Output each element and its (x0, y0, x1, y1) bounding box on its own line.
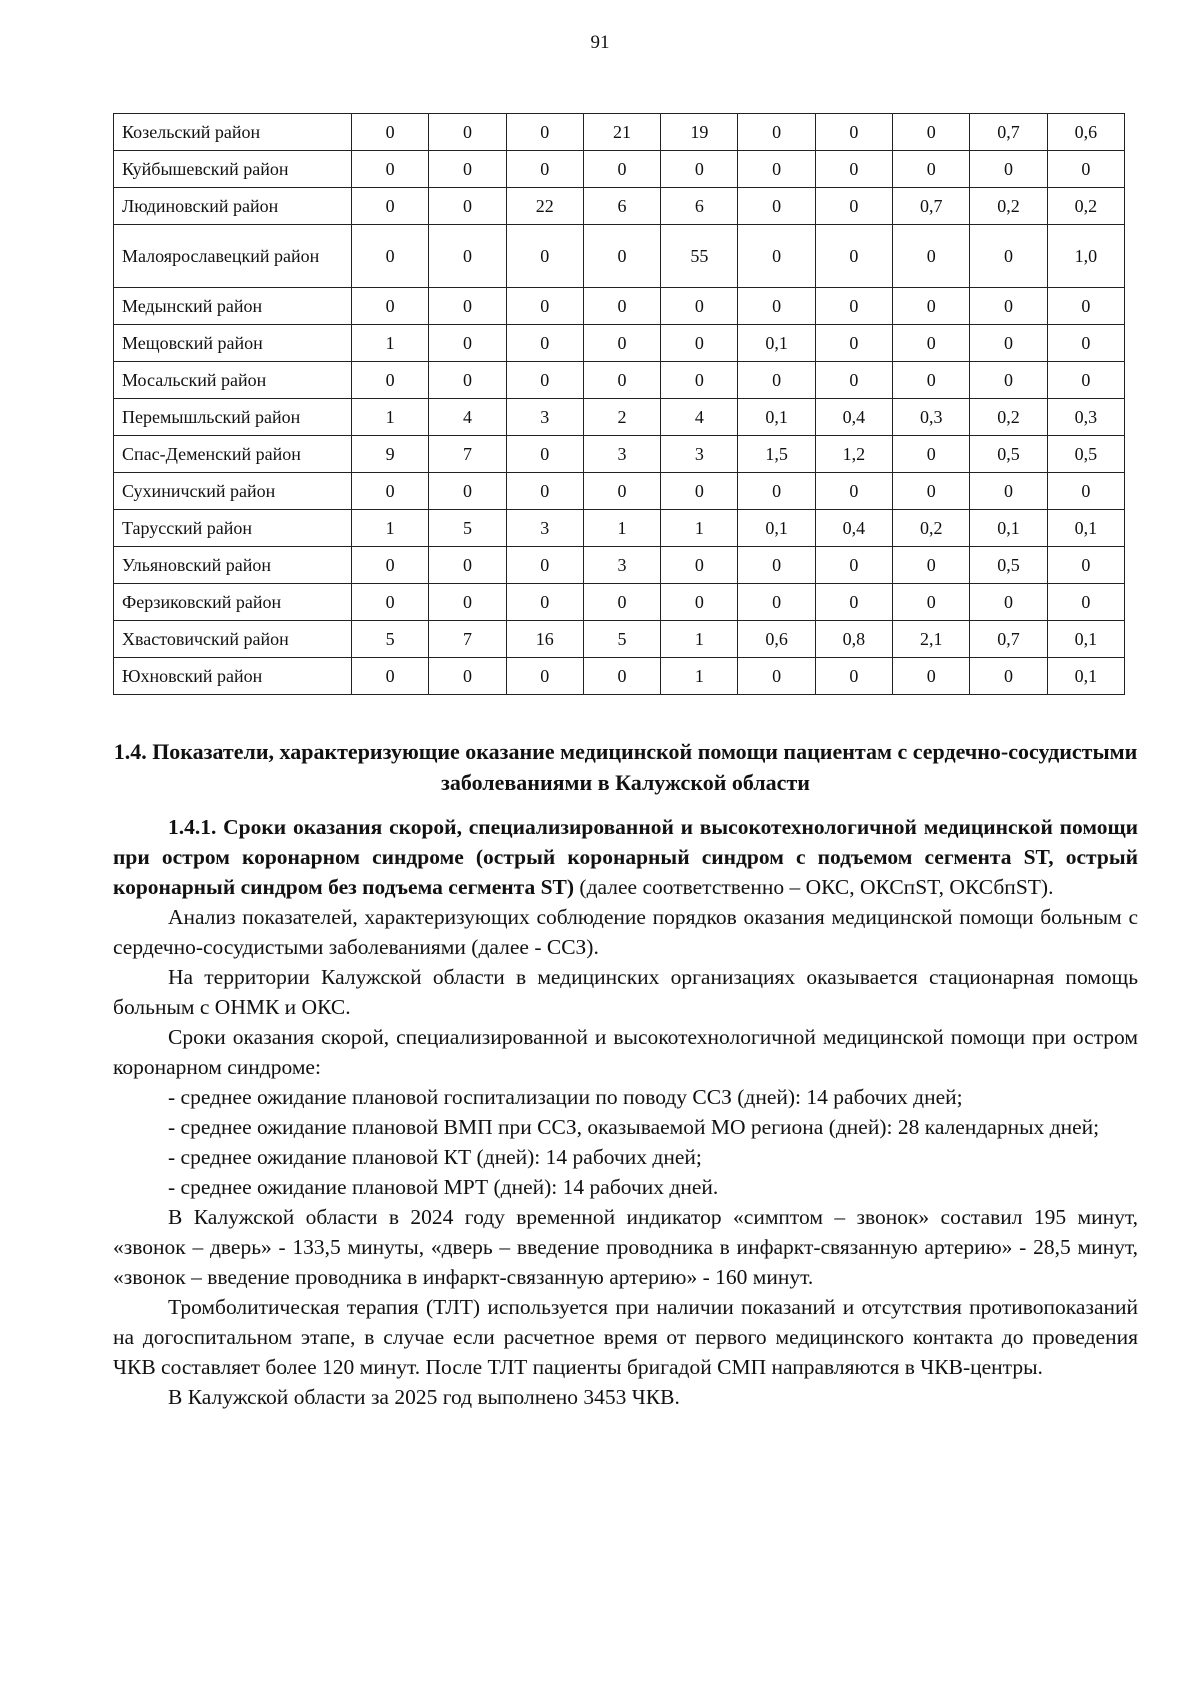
value-cell: 0 (583, 288, 660, 325)
table-row (114, 547, 1125, 584)
value-cell: 0 (583, 151, 660, 188)
value-cell: 0,1 (738, 325, 815, 362)
value-cell: 0,6 (1047, 114, 1124, 151)
district-name-cell: Ульяновский район (114, 547, 352, 584)
value-cell: 0,1 (1047, 621, 1124, 658)
value-cell: 0 (429, 584, 506, 621)
value-cell: 0 (738, 188, 815, 225)
value-cell: 0,1 (1047, 658, 1124, 695)
value-cell: 0 (738, 473, 815, 510)
value-cell: 1 (352, 325, 429, 362)
value-cell: 6 (583, 188, 660, 225)
table-row (114, 188, 1125, 225)
value-cell: 0 (893, 658, 970, 695)
district-name-cell: Куйбышевский район (114, 151, 352, 188)
value-cell: 0 (429, 288, 506, 325)
value-cell: 0 (970, 288, 1047, 325)
value-cell: 0,8 (815, 621, 892, 658)
value-cell: 0,2 (970, 188, 1047, 225)
district-name-cell: Мосальский район (114, 362, 352, 399)
subsection-heading-bold: 1.4.1. Сроки оказания скорой, специализированной и высокотехнологичной медицинской помощи при остром коронарном синдроме (острый коронарный синдром с подъемом сегмента ST, острый коронарный синдром без подъема сегмента ST) (113, 815, 1138, 899)
value-cell: 0 (738, 288, 815, 325)
value-cell: 0 (815, 114, 892, 151)
value-cell: 0 (429, 362, 506, 399)
value-cell: 0 (583, 584, 660, 621)
table-row (114, 399, 1125, 436)
value-cell: 3 (506, 399, 583, 436)
value-cell: 2 (583, 399, 660, 436)
section-body (113, 812, 1138, 1412)
value-cell: 1 (661, 658, 738, 695)
value-cell: 5 (429, 510, 506, 547)
value-cell: 0 (738, 584, 815, 621)
value-cell: 0 (815, 362, 892, 399)
value-cell: 0 (429, 658, 506, 695)
district-name-cell: Сухиничский район (114, 473, 352, 510)
district-name-cell: Малоярославецкий район (114, 225, 352, 288)
value-cell: 0 (738, 547, 815, 584)
value-cell: 0 (661, 362, 738, 399)
table-row (114, 151, 1125, 188)
value-cell: 0 (661, 547, 738, 584)
value-cell: 1 (583, 510, 660, 547)
value-cell: 5 (583, 621, 660, 658)
value-cell: 0 (352, 188, 429, 225)
value-cell: 1 (661, 510, 738, 547)
value-cell: 0 (352, 362, 429, 399)
table-row (114, 225, 1125, 288)
value-cell: 0 (815, 188, 892, 225)
value-cell: 0 (970, 584, 1047, 621)
value-cell: 0 (352, 151, 429, 188)
value-cell: 0 (583, 658, 660, 695)
value-cell: 0,1 (970, 510, 1047, 547)
subsection-heading-tail: (далее соответственно – ОКС, ОКСпST, ОКСбпST). (574, 875, 1054, 899)
paragraph: В Калужской области в 2024 году временной индикатор «симптом – звонок» составил 195 минут, «звонок – дверь» - 133,5 минуты, «дверь – введение проводника в инфаркт-связанную артерию» - 28,5 минут, «звонок – введение проводника в инфаркт-связанную артерию» - 160 минут. (113, 1205, 1138, 1289)
value-cell: 55 (661, 225, 738, 288)
value-cell: 0 (1047, 288, 1124, 325)
value-cell: 0 (506, 114, 583, 151)
paragraph: Сроки оказания скорой, специализированной и высокотехнологичной медицинской помощи при остром коронарном синдроме: (113, 1025, 1138, 1079)
value-cell: 0 (352, 225, 429, 288)
table-row (114, 288, 1125, 325)
district-name-cell: Медынский район (114, 288, 352, 325)
value-cell: 0 (815, 547, 892, 584)
value-cell: 0 (1047, 151, 1124, 188)
value-cell: 0,5 (970, 436, 1047, 473)
value-cell: 5 (352, 621, 429, 658)
value-cell: 0 (893, 151, 970, 188)
value-cell: 0 (815, 473, 892, 510)
value-cell: 0 (429, 325, 506, 362)
value-cell: 1,2 (815, 436, 892, 473)
value-cell: 0 (738, 114, 815, 151)
value-cell: 0 (506, 325, 583, 362)
value-cell: 4 (661, 399, 738, 436)
value-cell: 0 (583, 225, 660, 288)
value-cell: 0 (738, 225, 815, 288)
value-cell: 0 (815, 151, 892, 188)
value-cell: 0 (970, 473, 1047, 510)
value-cell: 0,2 (1047, 188, 1124, 225)
paragraph: Анализ показателей, характеризующих соблюдение порядков оказания медицинской помощи больным с сердечно-сосудистыми заболеваниями (далее - ССЗ). (113, 905, 1138, 959)
value-cell: 3 (583, 436, 660, 473)
value-cell: 21 (583, 114, 660, 151)
value-cell: 0,2 (970, 399, 1047, 436)
value-cell: 3 (661, 436, 738, 473)
value-cell: 0 (661, 288, 738, 325)
value-cell: 22 (506, 188, 583, 225)
list-item: - среднее ожидание плановой КТ (дней): 14 рабочих дней; (168, 1145, 702, 1169)
value-cell: 0 (429, 473, 506, 510)
value-cell: 1 (661, 621, 738, 658)
district-name-cell: Мещовский район (114, 325, 352, 362)
value-cell: 0 (506, 151, 583, 188)
list-item: - среднее ожидание плановой ВМП при ССЗ, оказываемой МО региона (дней): 28 календарных дней; (168, 1115, 1100, 1139)
value-cell: 0 (429, 188, 506, 225)
subsection-heading (113, 812, 1138, 902)
value-cell: 0,1 (738, 399, 815, 436)
value-cell: 0 (506, 658, 583, 695)
value-cell: 0 (506, 473, 583, 510)
value-cell: 0 (815, 225, 892, 288)
value-cell: 0 (893, 547, 970, 584)
value-cell: 0 (583, 325, 660, 362)
value-cell: 0 (815, 658, 892, 695)
district-table (113, 113, 1125, 695)
district-name-cell: Людиновский район (114, 188, 352, 225)
value-cell: 0 (1047, 473, 1124, 510)
value-cell: 0,7 (970, 114, 1047, 151)
table-row (114, 510, 1125, 547)
value-cell: 0 (738, 151, 815, 188)
table-row (114, 658, 1125, 695)
value-cell: 0 (1047, 547, 1124, 584)
value-cell: 0 (970, 362, 1047, 399)
value-cell: 1,0 (1047, 225, 1124, 288)
district-name-cell: Ферзиковский район (114, 584, 352, 621)
value-cell: 0 (970, 225, 1047, 288)
value-cell: 0 (893, 436, 970, 473)
list-item: - среднее ожидание плановой госпитализации по поводу ССЗ (дней): 14 рабочих дней; (168, 1085, 963, 1109)
value-cell: 0,4 (815, 399, 892, 436)
value-cell: 0 (429, 225, 506, 288)
district-name-cell: Козельский район (114, 114, 352, 151)
value-cell: 0,7 (893, 188, 970, 225)
value-cell: 0 (738, 362, 815, 399)
value-cell: 0,6 (738, 621, 815, 658)
value-cell: 0 (893, 114, 970, 151)
value-cell: 0 (893, 473, 970, 510)
value-cell: 0 (661, 473, 738, 510)
value-cell: 0,2 (893, 510, 970, 547)
page-number: 91 (590, 32, 610, 53)
section-heading: 1.4. Показатели, характеризующие оказание медицинской помощи пациентам с сердечно-сосудистыми заболеваниями в Калужской области (113, 739, 1138, 795)
value-cell: 0 (429, 114, 506, 151)
value-cell: 3 (506, 510, 583, 547)
value-cell: 0 (661, 151, 738, 188)
value-cell: 9 (352, 436, 429, 473)
value-cell: 0 (970, 658, 1047, 695)
value-cell: 0 (352, 547, 429, 584)
table-row (114, 584, 1125, 621)
district-name-cell: Юхновский район (114, 658, 352, 695)
value-cell: 0 (815, 325, 892, 362)
value-cell: 0 (893, 288, 970, 325)
district-name-cell: Хвастовичский район (114, 621, 352, 658)
value-cell: 0 (1047, 362, 1124, 399)
value-cell: 0 (506, 288, 583, 325)
list-item: - среднее ожидание плановой МРТ (дней): 14 рабочих дней. (168, 1175, 719, 1199)
district-name-cell: Перемышльский район (114, 399, 352, 436)
value-cell: 16 (506, 621, 583, 658)
value-cell: 6 (661, 188, 738, 225)
value-cell: 0 (352, 658, 429, 695)
value-cell: 0,1 (738, 510, 815, 547)
value-cell: 0 (352, 584, 429, 621)
value-cell: 0 (506, 547, 583, 584)
table-row (114, 621, 1125, 658)
value-cell: 0 (815, 584, 892, 621)
table-row (114, 436, 1125, 473)
value-cell: 2,1 (893, 621, 970, 658)
value-cell: 0 (506, 362, 583, 399)
value-cell: 0 (429, 151, 506, 188)
value-cell: 0,3 (893, 399, 970, 436)
value-cell: 0,5 (970, 547, 1047, 584)
value-cell: 7 (429, 436, 506, 473)
table-row (114, 114, 1125, 151)
table-row (114, 473, 1125, 510)
value-cell: 3 (583, 547, 660, 584)
value-cell: 0 (893, 325, 970, 362)
table-row (114, 325, 1125, 362)
value-cell: 1 (352, 399, 429, 436)
district-name-cell: Тарусский район (114, 510, 352, 547)
value-cell: 0 (1047, 325, 1124, 362)
value-cell: 0 (815, 288, 892, 325)
value-cell: 0 (893, 362, 970, 399)
value-cell: 0 (893, 225, 970, 288)
value-cell: 0,3 (1047, 399, 1124, 436)
value-cell: 0 (506, 436, 583, 473)
value-cell: 0 (352, 473, 429, 510)
value-cell: 0,4 (815, 510, 892, 547)
value-cell: 0 (429, 547, 506, 584)
value-cell: 0,5 (1047, 436, 1124, 473)
district-name-cell: Спас-Деменский район (114, 436, 352, 473)
paragraph: На территории Калужской области в медицинских организациях оказывается стационарная помощь больным с ОНМК и ОКС. (113, 965, 1138, 1019)
value-cell: 0 (970, 151, 1047, 188)
value-cell: 0 (352, 114, 429, 151)
value-cell: 0,1 (1047, 510, 1124, 547)
value-cell: 0 (970, 325, 1047, 362)
district-table-body (114, 114, 1125, 695)
value-cell: 1 (352, 510, 429, 547)
value-cell: 0 (583, 473, 660, 510)
paragraph: В Калужской области за 2025 год выполнено 3453 ЧКВ. (168, 1385, 680, 1409)
value-cell: 0 (1047, 584, 1124, 621)
value-cell: 0 (506, 225, 583, 288)
value-cell: 0 (893, 584, 970, 621)
value-cell: 0 (661, 325, 738, 362)
value-cell: 7 (429, 621, 506, 658)
value-cell: 0 (661, 584, 738, 621)
value-cell: 0 (506, 584, 583, 621)
value-cell: 0,7 (970, 621, 1047, 658)
table-row (114, 362, 1125, 399)
value-cell: 0 (583, 362, 660, 399)
paragraph: Тромболитическая терапия (ТЛТ) используется при наличии показаний и отсутствия противопоказаний на догоспитальном этапе, в случае если расчетное время от первого медицинского контакта до проведения ЧКВ составляет более 120 минут. После ТЛТ пациенты бригадой СМП направляются в ЧКВ-центры. (113, 1295, 1138, 1379)
value-cell: 0 (352, 288, 429, 325)
value-cell: 4 (429, 399, 506, 436)
value-cell: 19 (661, 114, 738, 151)
value-cell: 1,5 (738, 436, 815, 473)
value-cell: 0 (738, 658, 815, 695)
